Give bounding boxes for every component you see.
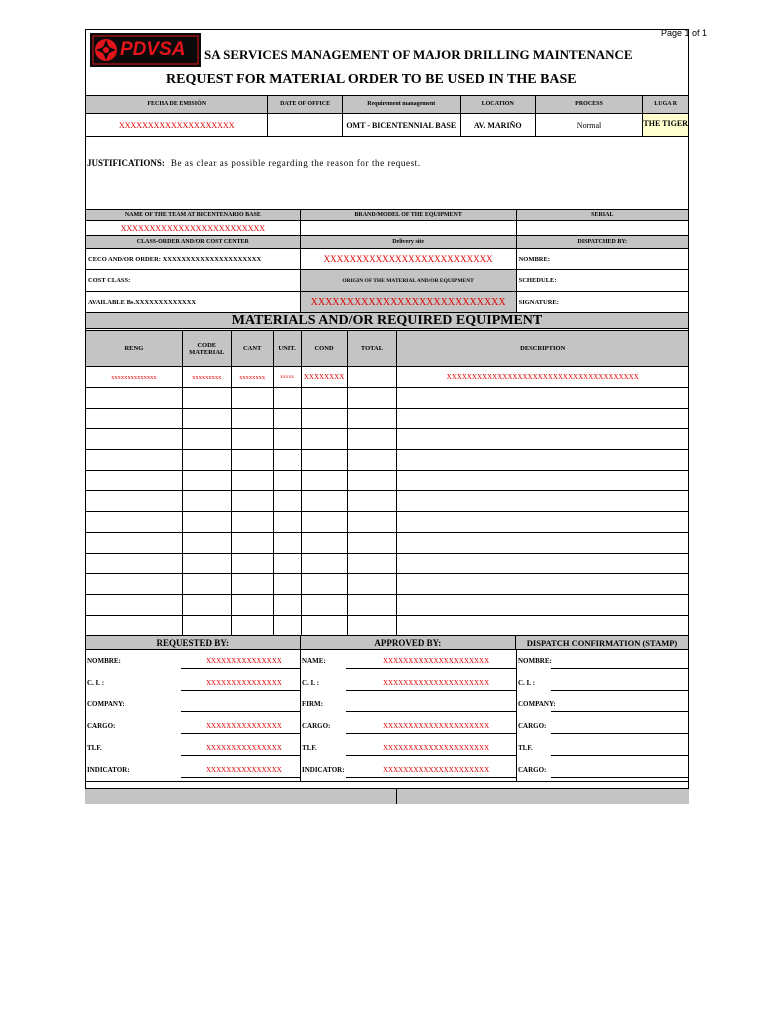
code-material-cell[interactable] (182, 553, 231, 574)
total-cell[interactable] (347, 532, 397, 553)
input-underline (346, 733, 516, 734)
description-cell[interactable] (397, 408, 689, 429)
cant-cell[interactable] (231, 450, 273, 471)
cant-cell[interactable] (231, 594, 273, 615)
table-row (86, 574, 689, 595)
unit-cell[interactable] (273, 512, 301, 533)
cond-cell[interactable] (301, 532, 347, 553)
cond-cell[interactable]: XXXXXXXX (301, 367, 347, 388)
code-material-cell[interactable] (182, 512, 231, 533)
materials-title: MATERIALS AND/OR REQUIRED EQUIPMENT (85, 312, 689, 329)
description-cell[interactable] (397, 532, 689, 553)
requested-label: TLF. (87, 743, 102, 752)
approved-value[interactable]: XXXXXXXXXXXXXXXXXXXXX (383, 722, 490, 731)
col-cond-header: COND (301, 331, 347, 367)
requested-label: C. I. : (87, 678, 105, 687)
cond-cell[interactable] (301, 470, 347, 491)
input-underline (551, 777, 689, 778)
input-underline (346, 777, 516, 778)
description-cell[interactable] (397, 574, 689, 595)
input-underline (551, 733, 689, 734)
team-name-value[interactable]: XXXXXXXXXXXXXXXXXXXXXXXXX (86, 221, 301, 236)
input-underline (346, 668, 516, 669)
reng-cell[interactable] (86, 450, 183, 471)
schedule-field[interactable]: SCHEDULE: (516, 270, 688, 292)
date-of-office-value[interactable] (268, 114, 342, 137)
requirement-management-value[interactable]: OMT - BICENTENNIAL BASE (342, 114, 460, 137)
input-underline (346, 755, 516, 756)
cond-cell[interactable] (301, 615, 347, 636)
column-divider (300, 650, 301, 781)
code-material-cell[interactable] (182, 491, 231, 512)
process-header: PROCESS (535, 96, 643, 114)
input-underline (181, 711, 300, 712)
lugar-value[interactable]: THE TIGER (643, 114, 689, 137)
dispatch-label: CARGO: (518, 722, 547, 731)
approved-label: C. I. : (302, 678, 320, 687)
signatures-header (85, 635, 689, 650)
dispatch-label: COMPANY: (518, 700, 556, 709)
approved-label: NAME: (302, 657, 326, 665)
page-number: Page 1 of 1 (661, 28, 708, 38)
cond-cell[interactable] (301, 408, 347, 429)
total-cell[interactable] (347, 574, 397, 595)
cant-cell[interactable]: xxxxxxxx (231, 367, 273, 388)
lugar-header: LUGA R (643, 96, 689, 114)
reng-cell[interactable]: xxxxxxxxxxxxxx (86, 367, 183, 388)
input-underline (346, 711, 516, 712)
unit-cell[interactable] (273, 491, 301, 512)
description-cell[interactable] (397, 470, 689, 491)
col-code-material-header: CODE MATERIAL (182, 331, 231, 367)
table-row (86, 532, 689, 553)
cant-cell[interactable] (231, 532, 273, 553)
table-row (86, 512, 689, 533)
col-total-header: TOTAL (347, 331, 397, 367)
input-underline (551, 755, 689, 756)
code-material-cell[interactable] (182, 574, 231, 595)
approved-label: INDICATOR: (302, 765, 345, 774)
approved-value[interactable]: XXXXXXXXXXXXXXXXXXXXX (383, 765, 490, 774)
total-cell[interactable] (347, 470, 397, 491)
origin-value[interactable]: XXXXXXXXXXXXXXXXXXXXXXXXXXX (300, 292, 516, 313)
dispatch-confirmation-header: DISPATCH CONFIRMATION (STAMP) (516, 636, 689, 650)
input-underline (551, 711, 689, 712)
team-table (85, 209, 689, 313)
unit-cell[interactable] (273, 574, 301, 595)
description-cell[interactable] (397, 594, 689, 615)
approved-value[interactable]: XXXXXXXXXXXXXXXXXXXXX (383, 743, 490, 752)
approved-label: FIRM: (302, 700, 323, 709)
unit-cell[interactable]: xxxxx (273, 367, 301, 388)
team-name-header: NAME OF THE TEAM AT BICENTENARIO BASE (86, 210, 301, 221)
col-reng-header: RENG (86, 331, 183, 367)
reng-cell[interactable] (86, 532, 183, 553)
total-cell[interactable] (347, 594, 397, 615)
signature-field[interactable]: SIGNATURE: (516, 292, 688, 313)
approved-value[interactable]: XXXXXXXXXXXXXXXXXXXXX (383, 678, 490, 687)
requested-label: COMPANY: (87, 700, 125, 709)
justification-text: Be as clear as possible regarding the reason for the request. (170, 158, 421, 168)
cost-class-field[interactable]: COST CLASS: (86, 270, 301, 292)
unit-cell[interactable] (273, 594, 301, 615)
table-row (86, 553, 689, 574)
table-row (86, 470, 689, 491)
total-cell[interactable] (347, 408, 397, 429)
location-header: LOCATION (460, 96, 535, 114)
cant-cell[interactable] (231, 429, 273, 450)
table-row (86, 388, 689, 409)
unit-cell[interactable] (273, 532, 301, 553)
cond-cell[interactable] (301, 553, 347, 574)
reng-cell[interactable] (86, 553, 183, 574)
cant-cell[interactable] (231, 408, 273, 429)
process-value[interactable]: Normal (535, 114, 643, 137)
pdvsa-logo (90, 33, 201, 67)
dispatched-by-header: DISPATCHED BY: (516, 236, 688, 249)
requested-label: INDICATOR: (87, 765, 130, 774)
code-material-cell[interactable] (182, 532, 231, 553)
input-underline (181, 733, 300, 734)
input-underline (181, 777, 300, 778)
requested-value[interactable]: XXXXXXXXXXXXXXX (206, 765, 282, 774)
footer-bar (85, 788, 689, 804)
table-row (86, 491, 689, 512)
info-table (85, 95, 689, 137)
table-row (86, 408, 689, 429)
description-cell[interactable] (397, 450, 689, 471)
reng-cell[interactable] (86, 491, 183, 512)
cant-cell[interactable] (231, 615, 273, 636)
description-cell[interactable] (397, 615, 689, 636)
description-cell[interactable]: XXXXXXXXXXXXXXXXXXXXXXXXXXXXXXXXXXXXXX (397, 367, 689, 388)
ceco-order-field[interactable]: CECO AND/OR ORDER: XXXXXXXXXXXXXXXXXXXXX (86, 249, 301, 270)
reng-cell[interactable] (86, 594, 183, 615)
cond-cell[interactable] (301, 388, 347, 409)
cond-cell[interactable] (301, 512, 347, 533)
total-cell[interactable] (347, 491, 397, 512)
approved-label: TLF. (302, 743, 317, 752)
form-title-secondary: REQUEST FOR MATERIAL ORDER TO BE USED IN THE BASE (166, 72, 577, 87)
delivery-site-value[interactable]: XXXXXXXXXXXXXXXXXXXXXXXXXX (300, 249, 516, 270)
requested-value[interactable]: XXXXXXXXXXXXXXX (206, 722, 282, 731)
total-cell[interactable] (347, 367, 397, 388)
code-material-cell[interactable]: xxxxxxxxx (182, 367, 231, 388)
cant-cell[interactable] (231, 388, 273, 409)
col-cant-header: CANT (231, 331, 273, 367)
total-cell[interactable] (347, 553, 397, 574)
materials-table (85, 330, 689, 636)
origin-header: ORIGIN OF THE MATERIAL AND/OR EQUIPMENT (300, 270, 516, 292)
logo-text: PDVSA (120, 39, 186, 60)
reng-cell[interactable] (86, 388, 183, 409)
unit-cell[interactable] (273, 553, 301, 574)
cond-cell[interactable] (301, 429, 347, 450)
input-underline (181, 755, 300, 756)
reng-cell[interactable] (86, 408, 183, 429)
code-material-cell[interactable] (182, 388, 231, 409)
cant-cell[interactable] (231, 491, 273, 512)
input-underline (551, 690, 689, 691)
description-cell[interactable] (397, 491, 689, 512)
description-cell[interactable] (397, 553, 689, 574)
unit-cell[interactable] (273, 470, 301, 491)
cond-cell[interactable] (301, 594, 347, 615)
brand-model-header: BRAND/MODEL OF THE EQUIPMENT (300, 210, 516, 221)
code-material-cell[interactable] (182, 615, 231, 636)
cond-cell[interactable] (301, 450, 347, 471)
requested-value[interactable]: XXXXXXXXXXXXXXX (206, 678, 282, 687)
dispatch-label: NOMBRE: (518, 657, 552, 665)
cant-cell[interactable] (231, 574, 273, 595)
approved-by-header: APPROVED BY: (300, 636, 516, 650)
col-description-header: DESCRIPTION (397, 331, 689, 367)
input-underline (181, 668, 300, 669)
brand-model-value[interactable] (300, 221, 516, 236)
requested-label: CARGO: (87, 722, 116, 731)
description-cell[interactable] (397, 429, 689, 450)
requested-label: NOMBRE: (87, 657, 121, 665)
reng-cell[interactable] (86, 429, 183, 450)
code-material-cell[interactable] (182, 429, 231, 450)
class-order-header: CLASS-ORDER AND/OR COST CENTER (86, 236, 301, 249)
code-material-cell[interactable] (182, 450, 231, 471)
code-material-cell[interactable] (182, 408, 231, 429)
input-underline (551, 668, 689, 669)
unit-cell[interactable] (273, 388, 301, 409)
unit-cell[interactable] (273, 408, 301, 429)
section-divider (85, 781, 689, 782)
location-value[interactable]: AV. MARIÑO (460, 114, 535, 137)
unit-cell[interactable] (273, 450, 301, 471)
dispatch-label: CARGO: (518, 765, 547, 774)
input-underline (346, 690, 516, 691)
table-row (86, 367, 689, 388)
cant-cell[interactable] (231, 553, 273, 574)
column-divider (516, 650, 517, 781)
delivery-site-header: Delivery site (300, 236, 516, 249)
fecha-emision-value[interactable]: XXXXXXXXXXXXXXXXXXXX (86, 114, 268, 137)
requested-by-header: REQUESTED BY: (86, 636, 301, 650)
justification-label: JUSTIFICATIONS: (87, 158, 165, 168)
reng-cell[interactable] (86, 574, 183, 595)
cant-cell[interactable] (231, 512, 273, 533)
description-cell[interactable] (397, 512, 689, 533)
reng-cell[interactable] (86, 470, 183, 491)
code-material-cell[interactable] (182, 470, 231, 491)
cond-cell[interactable] (301, 574, 347, 595)
cond-cell[interactable] (301, 491, 347, 512)
total-cell[interactable] (347, 512, 397, 533)
dispatch-label: C. I. : (518, 678, 536, 687)
available-field[interactable]: AVAILABLE Bs.XXXXXXXXXXXXX (86, 292, 301, 313)
dispatch-nombre-field[interactable]: NOMBRE: (516, 249, 688, 270)
table-row (86, 615, 689, 636)
table-row (86, 429, 689, 450)
requirement-management-header: Requirement management (342, 96, 460, 114)
description-cell[interactable] (397, 388, 689, 409)
table-row (86, 594, 689, 615)
cant-cell[interactable] (231, 470, 273, 491)
serial-value[interactable] (516, 221, 688, 236)
serial-header: SERIAL (516, 210, 688, 221)
dispatch-label: TLF. (518, 743, 533, 752)
table-row (86, 450, 689, 471)
reng-cell[interactable] (86, 615, 183, 636)
col-unit-header: UNIT. (273, 331, 301, 367)
date-of-office-header: DATE OF OFFICE (268, 96, 342, 114)
unit-cell[interactable] (273, 615, 301, 636)
unit-cell[interactable] (273, 429, 301, 450)
justification-line[interactable] (87, 158, 421, 168)
reng-cell[interactable] (86, 512, 183, 533)
input-underline (181, 690, 300, 691)
total-cell[interactable] (347, 429, 397, 450)
requested-value[interactable]: XXXXXXXXXXXXXXX (206, 657, 282, 665)
fecha-emision-header: FECHA DE EMISIÓN (86, 96, 268, 114)
total-cell[interactable] (347, 388, 397, 409)
approved-label: CARGO: (302, 722, 331, 731)
total-cell[interactable] (347, 450, 397, 471)
form-title-primary: SA SERVICES MANAGEMENT OF MAJOR DRILLING MAINTENANCE (204, 47, 633, 62)
requested-value[interactable]: XXXXXXXXXXXXXXX (206, 743, 282, 752)
approved-value[interactable]: XXXXXXXXXXXXXXXXXXXXX (383, 657, 490, 665)
code-material-cell[interactable] (182, 594, 231, 615)
total-cell[interactable] (347, 615, 397, 636)
